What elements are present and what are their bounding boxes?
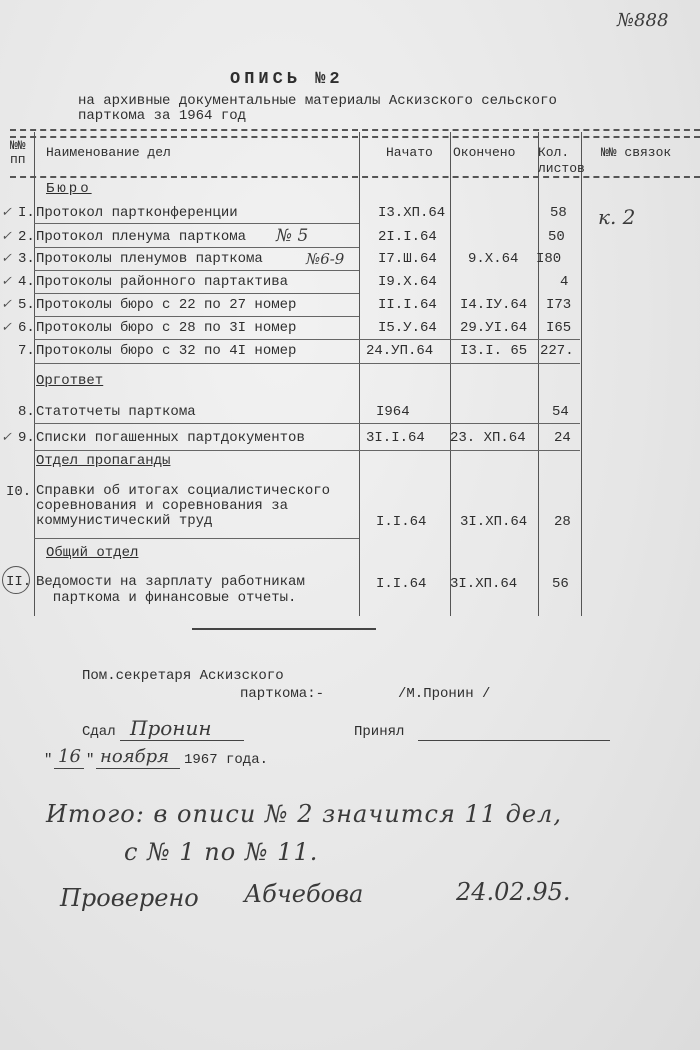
date-day: 16 <box>58 746 81 767</box>
header-end: Окончено <box>453 145 516 160</box>
row-start: I5.У.64 <box>378 320 437 336</box>
header-dashed-rule <box>10 129 700 131</box>
row-rule <box>34 363 580 364</box>
row-sheets: I73 <box>546 297 572 313</box>
row-sheets: 24 <box>554 430 571 446</box>
row-end: 3I.ХП.64 <box>450 576 518 592</box>
row-number: 2. <box>18 229 35 245</box>
row-name: Протоколы пленумов парткома <box>36 251 263 267</box>
check-mark: ✓ <box>1 251 12 266</box>
row-name: Справки об итогах социалистического соревнования и соревнования за коммунистический труд <box>36 483 331 529</box>
row-note: № 5 <box>276 226 309 246</box>
header-bundles: №№ связок <box>601 145 672 160</box>
header-dashed-rule <box>10 176 700 178</box>
row-start: I3.ХП.64 <box>378 205 446 221</box>
row-sheets: 54 <box>552 404 569 420</box>
header-name: Наименование дел <box>46 145 171 160</box>
table-end-rule <box>192 628 376 630</box>
header-dashed-rule <box>10 136 700 138</box>
row-name: Ведомости на зарплату работникам парткома и финансовые отчеты. <box>36 574 305 606</box>
row-sheets: 4 <box>560 274 569 290</box>
position-title: Пом.секретаря Аскизского <box>82 668 284 684</box>
section-label: Отдел пропаганды <box>36 453 171 469</box>
row-number: 6. <box>18 320 35 336</box>
row-number: 8. <box>18 404 35 420</box>
total-line-1: Итого: в описи № 2 значится 11 дел, <box>46 800 562 828</box>
row-name: Статотчеты парткома <box>36 404 196 420</box>
row-start: 2I.I.64 <box>378 229 437 245</box>
signature-line <box>120 740 244 741</box>
check-mark: ✓ <box>1 430 12 445</box>
row-sheets: 58 <box>550 205 567 221</box>
row-end: I4.IУ.64 <box>460 297 528 313</box>
row-start: I7.Ш.64 <box>378 251 437 267</box>
row-number: 3. <box>18 251 35 267</box>
check-mark: ✓ <box>1 320 12 335</box>
row-number: 7. <box>18 343 35 359</box>
column-divider <box>538 132 539 616</box>
row-name: Протокол партконференции <box>36 205 238 221</box>
row-rule <box>34 423 580 424</box>
handed-label: Сдал <box>82 724 116 740</box>
section-label: Бюро <box>46 181 92 197</box>
section-label: Оргответ <box>36 373 104 389</box>
row-number: 9. <box>18 430 35 446</box>
archive-reference: №888 <box>617 10 669 31</box>
checked-label: Проверено <box>60 884 199 912</box>
row-sheets: 227. <box>540 343 574 359</box>
row-rule <box>34 293 359 294</box>
check-mark: ✓ <box>1 205 12 220</box>
column-divider <box>581 132 582 616</box>
row-number: 4. <box>18 274 35 290</box>
check-mark: ✓ <box>1 274 12 289</box>
row-name: Протоколы бюро с 28 по 3I номер <box>36 320 297 336</box>
row-start: I.I.64 <box>376 514 427 530</box>
date-day-line <box>54 768 84 769</box>
row-end: I3.I. 65 <box>460 343 528 359</box>
row-rule <box>34 316 359 317</box>
row-sheets: I65 <box>546 320 572 336</box>
row-note: №6-9 <box>306 250 345 268</box>
row-rule <box>34 339 580 340</box>
header-sheets: Кол. листов <box>538 145 585 176</box>
row-rule <box>34 223 359 224</box>
row-start: I964 <box>376 404 410 420</box>
document-subtitle: на архивные документальные материалы Аскизского сельского парткома за 1964 год <box>78 93 557 124</box>
row-name: Протоколы районного партактива <box>36 274 289 290</box>
row-start: 3I.I.64 <box>366 430 425 446</box>
column-divider <box>359 132 360 616</box>
date-month: ноября <box>100 746 170 767</box>
row-rule <box>34 247 359 248</box>
date-year: 1967 года. <box>184 752 269 768</box>
signature-line <box>418 740 610 741</box>
document-title: ОПИСЬ №2 <box>230 70 344 89</box>
section-label: Общий отдел <box>46 545 139 561</box>
check-mark: ✓ <box>1 297 12 312</box>
checked-signature: Абчебова <box>244 880 364 908</box>
person-name: /М.Пронин / <box>398 686 491 702</box>
checked-date: 24.02.95. <box>456 878 571 906</box>
header-num: №№ пп <box>10 138 26 167</box>
row-start: I9.Х.64 <box>378 274 437 290</box>
row-start: 24.УП.64 <box>366 343 434 359</box>
row-number: II. <box>6 574 32 590</box>
row-name: Протоколы бюро с 32 по 4I номер <box>36 343 297 359</box>
date-open-quote: " <box>44 752 53 768</box>
row-number: 5. <box>18 297 35 313</box>
row-end: 23. ХП.64 <box>450 430 526 446</box>
date-month-line <box>96 768 180 769</box>
row-number: I. <box>18 205 35 221</box>
row-sheets: 56 <box>552 576 569 592</box>
row-sheets: I80 <box>536 251 562 267</box>
row-rule <box>34 538 359 539</box>
row-start: I.I.64 <box>376 576 427 592</box>
position-org: парткома:- <box>240 686 325 702</box>
handed-signature: Пронин <box>130 716 212 740</box>
row-number: I0. <box>6 484 32 500</box>
row-bundle: к. 2 <box>598 205 636 229</box>
row-rule <box>34 450 580 451</box>
row-end: 29.УI.64 <box>460 320 528 336</box>
column-divider <box>450 132 451 616</box>
row-name: Протоколы бюро с 22 по 27 номер <box>36 297 297 313</box>
row-end: 9.Х.64 <box>468 251 519 267</box>
row-name: Протокол пленума парткома <box>36 229 247 245</box>
row-name: Списки погашенных партдокументов <box>36 430 305 446</box>
row-sheets: 50 <box>548 229 565 245</box>
row-sheets: 28 <box>554 514 571 530</box>
check-mark: ✓ <box>1 229 12 244</box>
row-end: 3I.ХП.64 <box>460 514 528 530</box>
accepted-label: Принял <box>354 724 405 740</box>
total-line-2: с № 1 по № 11. <box>124 838 319 866</box>
date-close-quote: " <box>86 752 95 768</box>
row-rule <box>34 270 359 271</box>
row-start: II.I.64 <box>378 297 437 313</box>
header-start: Начато <box>386 145 433 160</box>
